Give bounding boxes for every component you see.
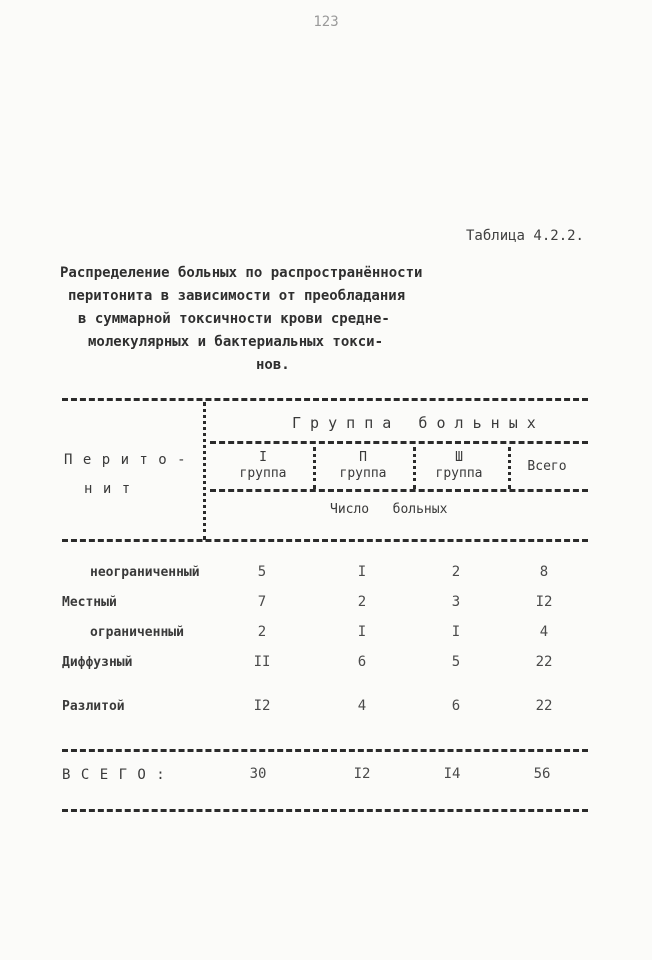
row-label: Местный — [62, 595, 117, 610]
table-cell: 8 — [539, 564, 549, 580]
column-divider — [313, 447, 316, 489]
row-header: П е р и т о - — [64, 452, 187, 468]
table-cell: I — [357, 564, 367, 580]
total-cell: 30 — [249, 766, 267, 782]
group-col-header — [414, 450, 504, 482]
table-top-rule — [62, 398, 588, 401]
page-number: 123 — [313, 14, 339, 30]
total-cell: I4 — [443, 766, 461, 782]
total-cell: 56 — [533, 766, 551, 782]
total-row-label: В С Е Г О : — [62, 767, 166, 783]
table-cell: 4 — [539, 624, 549, 640]
caption-line: молекулярных и бактериальных токси- — [88, 334, 384, 350]
stub-column-divider — [203, 402, 206, 540]
group-header-rule — [210, 441, 588, 444]
group-number: I — [259, 450, 267, 465]
table-cell: 5 — [257, 564, 267, 580]
group-header: Г р у п п а б о л ь н ы х — [292, 414, 536, 432]
total-cell: I2 — [353, 766, 371, 782]
table-cell: II — [253, 654, 271, 670]
subheader-rule — [210, 489, 588, 492]
group-word: группа — [239, 466, 287, 481]
row-label: Разлитой — [62, 699, 125, 714]
caption-line: перитонита в зависимости от преобладания — [68, 288, 406, 304]
table-label: Таблица 4.2.2. — [465, 228, 584, 244]
caption-line: Распределение больных по распространённости — [60, 265, 423, 281]
table-cell: 22 — [535, 698, 553, 714]
header-bottom-rule — [62, 539, 588, 542]
table-cell: 6 — [357, 654, 367, 670]
table-cell: 2 — [357, 594, 367, 610]
caption-line: нов. — [256, 357, 290, 373]
column-divider — [508, 447, 511, 489]
row-label: неограниченный — [90, 565, 200, 580]
total-top-rule — [62, 749, 588, 752]
group-col-header — [218, 450, 308, 482]
table-cell: 3 — [451, 594, 461, 610]
group-col-header — [318, 450, 408, 482]
table-cell: 22 — [535, 654, 553, 670]
group-number: П — [359, 450, 367, 465]
total-col-header: Всего — [527, 459, 567, 474]
table-cell: I2 — [535, 594, 553, 610]
table-cell: I — [451, 624, 461, 640]
caption-line: в суммарной токсичности крови средне- — [78, 311, 390, 327]
count-header: Число больных — [330, 502, 448, 517]
table-bottom-rule — [62, 809, 588, 812]
table-cell: 5 — [451, 654, 461, 670]
group-word: группа — [435, 466, 483, 481]
table-cell: 4 — [357, 698, 367, 714]
group-number: Ш — [455, 450, 463, 465]
table-caption — [60, 262, 580, 377]
row-label: ограниченный — [90, 625, 184, 640]
table-cell: I2 — [253, 698, 271, 714]
table-cell: 6 — [451, 698, 461, 714]
group-word: группа — [339, 466, 387, 481]
row-label: Диффузный — [62, 655, 133, 670]
table-cell: 7 — [257, 594, 267, 610]
row-header: н и т — [84, 481, 132, 497]
table-cell: 2 — [451, 564, 461, 580]
table-cell: 2 — [257, 624, 267, 640]
table-cell: I — [357, 624, 367, 640]
